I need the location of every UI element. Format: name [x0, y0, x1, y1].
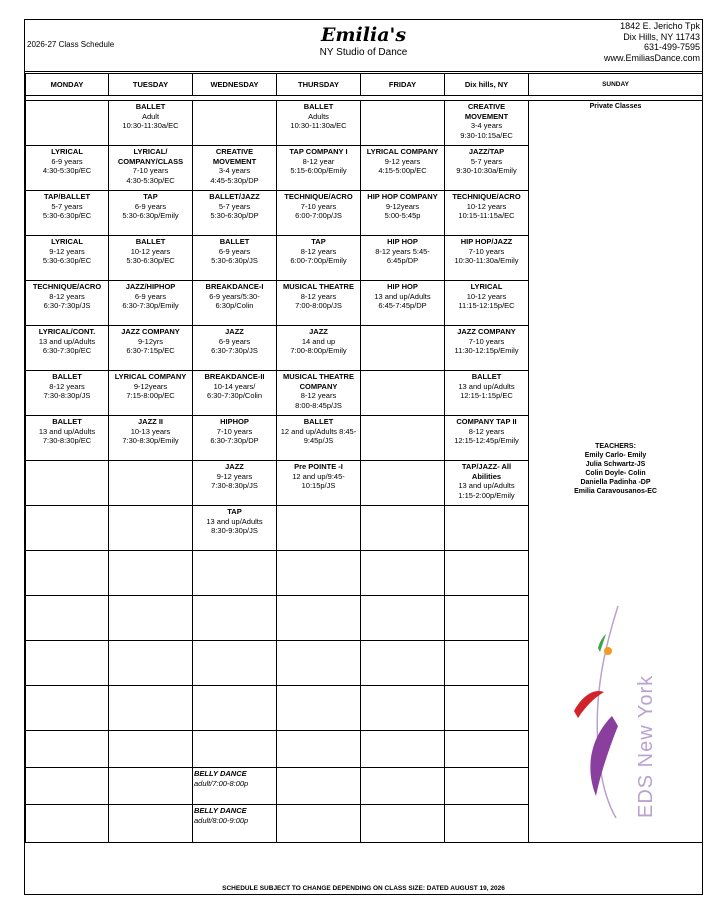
class-title: JAZZ COMPANY [121, 327, 180, 336]
day-header: MONDAY [26, 74, 109, 96]
empty-cell [445, 731, 529, 768]
class-detail: 6:30-7:30p/DP [210, 436, 259, 445]
empty-cell [277, 506, 361, 551]
class-cell [361, 236, 445, 281]
class-cell [277, 101, 361, 146]
class-cell [193, 371, 277, 416]
empty-cell [193, 731, 277, 768]
class-detail: 9:30-10:15a/EC [460, 130, 513, 140]
empty-cell [109, 596, 193, 641]
class-title: MUSICAL THEATRE [283, 372, 354, 381]
class-title: TAP/BALLET [43, 192, 91, 201]
class-detail: 10-13 years [130, 426, 171, 436]
day-header: WEDNESDAY [193, 74, 277, 96]
class-detail: 6-9 years [134, 291, 167, 301]
class-detail: 5:15-6:00p/Emily [290, 166, 347, 175]
class-cell [277, 236, 361, 281]
class-title: HIP HOP COMPANY [367, 192, 438, 201]
empty-cell [109, 641, 193, 686]
class-detail: 12:15-1:15p/EC [460, 391, 513, 400]
class-cell [26, 326, 109, 371]
class-detail: 3-4 years [218, 166, 251, 175]
class-detail: 4:30-5:30p/EC [126, 175, 175, 185]
class-detail: 11:15-12:15p/EC [458, 301, 515, 310]
empty-cell [361, 805, 445, 843]
empty-cell [445, 596, 529, 641]
class-detail: 7:30-8:30p/JS [43, 391, 91, 400]
class-detail: 5:30-6:30p/Emily [122, 211, 179, 220]
empty-cell [277, 596, 361, 641]
class-detail: 13 and up/Adults [38, 426, 96, 436]
schedule-table [25, 73, 703, 843]
class-title: JAZZ [225, 462, 244, 471]
class-cell [445, 146, 529, 191]
class-title: TAP/JAZZ- All [461, 462, 512, 471]
sunday-column [529, 101, 703, 843]
logo-dancer-red [574, 691, 604, 718]
class-cell [193, 506, 277, 551]
class-cell [109, 416, 193, 461]
empty-cell [277, 641, 361, 686]
class-detail: 5:30-6:30p/EC [126, 256, 175, 265]
class-detail: 5-7 years [51, 201, 83, 211]
day-header: THURSDAY [277, 74, 361, 96]
class-detail: 8-12 years [49, 291, 85, 301]
empty-cell [109, 686, 193, 731]
empty-cell [361, 686, 445, 731]
class-detail: 6:45-7:45p/DP [378, 301, 427, 310]
empty-cell [26, 731, 109, 768]
class-detail: 5:30-6:30p/EC [42, 211, 92, 220]
class-title: HIP HOP [387, 237, 418, 246]
class-title: LYRICAL [470, 282, 503, 291]
class-detail: 13 and up/Adults [38, 336, 96, 346]
class-cell [193, 236, 277, 281]
class-title: MOVEMENT [212, 156, 257, 166]
class-detail: 7-10 years [216, 426, 253, 436]
empty-cell [193, 551, 277, 596]
class-title: BALLET [471, 372, 502, 381]
teacher-name: Colin Doyle- Colin [585, 470, 646, 477]
class-detail: 3-4 years [470, 121, 503, 130]
class-detail: 11:30-12:15p/Emily [454, 346, 519, 355]
empty-cell [361, 506, 445, 551]
class-detail: 4:30-5:30p/EC [42, 166, 92, 175]
empty-cell [361, 416, 445, 461]
class-detail: 10-12 years [130, 246, 171, 256]
class-title: TAP [311, 237, 326, 246]
class-title: CREATIVE [467, 102, 506, 111]
empty-cell [193, 641, 277, 686]
class-title: HIP HOP/JAZZ [460, 237, 513, 246]
class-detail: 12 and up/9:45- [292, 471, 345, 481]
class-detail: 6:30-7:30p/EC [42, 346, 92, 355]
empty-cell [361, 596, 445, 641]
class-cell [445, 461, 529, 506]
class-detail: 8-12 years [49, 381, 85, 391]
class-detail: 7-10 years [132, 166, 169, 175]
class-detail: 4:15-5:00p/EC [378, 166, 427, 175]
class-title: COMPANY/CLASS [117, 156, 184, 166]
class-title: MUSICAL THEATRE [283, 282, 354, 291]
class-cell [445, 236, 529, 281]
class-title: JAZZ/TAP [468, 147, 505, 156]
empty-cell [109, 506, 193, 551]
empty-cell [361, 551, 445, 596]
class-detail: 7:30-8:30p/Emily [122, 436, 179, 445]
header [24, 19, 703, 71]
class-detail: 9-12 years [384, 156, 421, 166]
class-detail: 7:15-8:00p/EC [126, 391, 175, 400]
class-cell [26, 191, 109, 236]
logo-dancer-head [604, 647, 612, 655]
class-cell [26, 146, 109, 191]
class-title: BALLET/JAZZ [209, 192, 260, 201]
class-title: BALLET [135, 237, 166, 246]
address-line-1: 1842 E. Jericho Tpk [620, 21, 700, 31]
class-detail: 10-12 years [466, 201, 507, 211]
class-title: BALLET [52, 417, 82, 426]
schedule-label: 2026-27 Class Schedule [27, 40, 115, 49]
class-detail: 10:15-11:15a/EC [458, 211, 515, 220]
class-detail: 6:00-7:00p/Emily [290, 256, 347, 265]
class-cell [277, 371, 361, 416]
empty-cell [361, 461, 445, 506]
class-title: HIP HOP [387, 282, 418, 291]
class-detail: 8-12 year [302, 156, 335, 166]
class-title: BALLET [52, 372, 82, 381]
class-cell [109, 191, 193, 236]
class-detail: 7-10 years [468, 336, 505, 346]
class-detail: 9-12years [385, 201, 420, 211]
schedule-row [26, 101, 703, 146]
empty-cell [109, 461, 193, 506]
class-title: COMPANY TAP II [456, 417, 517, 426]
class-detail: 9-12yrs [137, 336, 163, 346]
class-cell [193, 326, 277, 371]
class-detail: 5:30-6:30p/JS [211, 256, 258, 265]
class-cell [277, 146, 361, 191]
empty-cell [445, 686, 529, 731]
class-title: TECHNIQUE/ACRO [32, 282, 102, 291]
class-detail: 5:30-6:30p/EC [42, 256, 92, 265]
empty-cell [26, 551, 109, 596]
class-title: BREAKDANCE-II [204, 372, 265, 381]
class-title: TECHNIQUE/ACRO [452, 192, 521, 201]
class-detail: 5-7 years [470, 156, 503, 166]
class-detail: 7:00-8:00p/Emily [290, 346, 347, 355]
class-detail: 8-12 years [300, 391, 337, 400]
empty-cell [26, 768, 109, 805]
teacher-name: Daniella Padinha -DP [580, 479, 651, 486]
logo-dancer-purple [590, 716, 618, 796]
day-header: TUESDAY [109, 74, 193, 96]
class-detail: 8-12 years [468, 426, 505, 436]
class-title: COMPANY [299, 381, 338, 391]
class-title: BALLET [135, 102, 166, 111]
class-title: LYRICAL/ [133, 147, 168, 156]
class-cell [193, 281, 277, 326]
class-cell [109, 101, 193, 146]
class-detail: 7:30-8:30p/JS [211, 481, 258, 490]
class-cell [26, 371, 109, 416]
empty-cell [361, 641, 445, 686]
class-detail: 6:30-7:30p/Colin [206, 391, 263, 400]
class-cell [277, 326, 361, 371]
studio-brand [24, 24, 703, 58]
class-detail: 6-9 years/5:30- [209, 291, 260, 301]
empty-cell [361, 371, 445, 416]
empty-cell [361, 326, 445, 371]
class-title: BREAKDANCE-I [205, 282, 264, 291]
class-detail: 6:30-7:30p/JS [211, 346, 258, 355]
class-title: JAZZ/HIPHOP [125, 282, 176, 291]
class-detail: adult/8:00-9:00p [194, 815, 249, 825]
class-title: BALLET [303, 417, 334, 426]
class-cell [193, 146, 277, 191]
empty-cell [193, 101, 277, 146]
class-title: LYRICAL [51, 237, 83, 246]
class-cell [109, 236, 193, 281]
website-link[interactable]: www.EmiliasDance.com [603, 52, 700, 63]
empty-cell [26, 461, 109, 506]
class-detail: Adult [141, 111, 160, 121]
class-detail: 9:30-10:30a/Emily [456, 166, 517, 175]
empty-cell [109, 805, 193, 843]
class-detail: 7:00-8:00p/JS [295, 301, 342, 310]
class-detail: Adults [308, 111, 329, 121]
empty-cell [26, 101, 109, 146]
empty-cell [361, 731, 445, 768]
class-detail: 9-12years [133, 381, 168, 391]
class-cell [445, 281, 529, 326]
empty-cell [277, 731, 361, 768]
class-title: BALLET [303, 102, 334, 111]
class-detail: 10-12 years [466, 291, 507, 301]
day-header: FRIDAY [361, 74, 445, 96]
empty-cell [26, 641, 109, 686]
class-cell [109, 146, 193, 191]
class-title: BALLET [219, 237, 250, 246]
class-detail: 12 and up/Adults 8:45- [280, 426, 357, 436]
class-detail: 6-9 years [218, 336, 251, 346]
class-cell [361, 191, 445, 236]
class-detail: 9:45p/JS [303, 436, 334, 445]
class-title: TAP [227, 507, 242, 516]
class-detail: 10:30-11:30a/Emily [454, 256, 519, 265]
day-header-row [26, 74, 703, 96]
empty-cell [445, 768, 529, 805]
empty-cell [26, 506, 109, 551]
class-cell [193, 805, 277, 843]
class-cell [26, 236, 109, 281]
class-title: CREATIVE [215, 147, 254, 156]
schedule-footer-note: SCHEDULE SUBJECT TO CHANGE DEPENDING ON CLASS SIZE: DATED AUGUST 19, 2026 [222, 885, 505, 892]
class-cell [277, 191, 361, 236]
class-cell [193, 416, 277, 461]
class-detail: 5:30-6:30p/DP [210, 211, 259, 220]
empty-cell [445, 641, 529, 686]
class-detail: 13 and up/Adults [458, 381, 515, 391]
empty-cell [109, 768, 193, 805]
empty-cell [277, 551, 361, 596]
class-cell [361, 146, 445, 191]
teachers-title: TEACHERS: [595, 443, 636, 450]
class-cell [277, 461, 361, 506]
empty-cell [277, 686, 361, 731]
class-cell [26, 416, 109, 461]
class-detail: 7:30-8:30p/EC [42, 436, 92, 445]
class-title: TAP [143, 192, 158, 201]
logo-swirl [597, 606, 618, 818]
class-cell [193, 191, 277, 236]
class-title: Pre POINTE -I [294, 462, 343, 471]
class-title: TAP COMPANY I [289, 147, 348, 156]
empty-cell [193, 686, 277, 731]
class-detail: 8:30-9:30p/JS [211, 526, 258, 535]
class-detail: 10-14 years/ [213, 381, 256, 391]
class-detail: 6-9 years [51, 156, 83, 166]
eds-logo [572, 596, 662, 826]
phone-number: 631-499-7595 [643, 42, 700, 52]
teachers-list [529, 442, 702, 496]
teacher-name: Emily Carlo- Emily [584, 452, 647, 459]
class-detail: 6:00-7:00p/JS [295, 211, 342, 220]
class-title: JAZZ [309, 327, 328, 336]
class-detail: 6:45p/DP [386, 256, 419, 265]
class-title: LYRICAL COMPANY [114, 372, 187, 381]
studio-subtitle: NY Studio of Dance [319, 47, 408, 58]
class-detail: 10:30-11:30a/EC [122, 121, 179, 130]
class-detail: 8-12 years [300, 291, 337, 301]
class-title: LYRICAL COMPANY [366, 147, 439, 156]
class-detail: 6-9 years [218, 246, 251, 256]
class-detail: 9-12 years [49, 246, 85, 256]
empty-cell [361, 768, 445, 805]
empty-cell [277, 805, 361, 843]
class-detail: 1:15-2:00p/Emily [458, 490, 515, 500]
class-cell [445, 416, 529, 461]
class-cell [109, 371, 193, 416]
class-title: Abilities [471, 471, 502, 481]
studio-contact [604, 21, 700, 63]
class-cell [445, 101, 529, 146]
class-detail: 14 and up [301, 336, 336, 346]
class-title: LYRICAL [51, 147, 83, 156]
day-header: Dix hills, NY [445, 74, 529, 96]
class-title: JAZZ COMPANY [457, 327, 516, 336]
class-detail: 13 and up/Adults [374, 291, 431, 301]
class-cell [109, 281, 193, 326]
teacher-name: Emilia Caravousanos-EC [574, 488, 657, 495]
empty-cell [277, 768, 361, 805]
empty-cell [445, 805, 529, 843]
studio-name: Emilia's [320, 24, 407, 46]
empty-cell [109, 731, 193, 768]
class-detail: 12:15-12:45p/Emily [454, 436, 519, 445]
class-detail: 5:00-5:45p [384, 211, 421, 220]
class-detail: 10:15p/JS [301, 481, 336, 490]
teacher-name: Julia Schwartz-JS [585, 461, 646, 468]
empty-cell [26, 596, 109, 641]
class-detail: 7-10 years [468, 246, 505, 256]
empty-cell [109, 551, 193, 596]
empty-cell [361, 101, 445, 146]
class-cell [445, 371, 529, 416]
class-detail: 5-7 years [218, 201, 251, 211]
empty-cell [445, 506, 529, 551]
class-detail: 8-12 years [300, 246, 337, 256]
private-classes-label: Private Classes [589, 103, 642, 110]
class-detail: 10:30-11:30a/EC [290, 121, 347, 130]
class-detail: 6:30-7:15p/EC [126, 346, 175, 355]
class-title: LYRICAL/CONT. [38, 327, 96, 336]
class-detail: 13 and up/Adults [458, 481, 515, 490]
class-cell [361, 281, 445, 326]
class-cell [445, 326, 529, 371]
class-cell [26, 281, 109, 326]
class-detail: 13 and up/Adults [206, 516, 263, 526]
class-title: JAZZ [225, 327, 244, 336]
class-detail: 6:30p/Colin [215, 301, 254, 310]
header-divider [24, 71, 703, 72]
class-cell [193, 461, 277, 506]
logo-text: EDS New York [635, 674, 657, 818]
class-detail: 4:45-5:30p/DP [210, 175, 259, 185]
class-detail: 7-10 years [300, 201, 337, 211]
class-cell [193, 768, 277, 805]
empty-cell [26, 805, 109, 843]
class-cell [277, 281, 361, 326]
class-detail: 6-9 years [134, 201, 167, 211]
class-detail: 9-12 years [216, 471, 253, 481]
address-line-2: Dix Hills, NY 11743 [623, 31, 700, 42]
class-cell [277, 416, 361, 461]
class-cell [109, 326, 193, 371]
class-title: BELLY DANCE [194, 769, 247, 778]
class-title: MOVEMENT [464, 111, 509, 121]
schedule-body [26, 101, 703, 843]
class-detail: 6:30-7:30p/JS [43, 301, 91, 310]
empty-cell [193, 596, 277, 641]
class-cell [445, 191, 529, 236]
class-detail: 8-12 years 5:45- [375, 246, 430, 256]
class-detail: 8:00-8:45p/JS [295, 400, 342, 410]
class-title: JAZZ II [137, 417, 163, 426]
class-title: BELLY DANCE [194, 806, 247, 815]
class-title: HIPHOP [220, 417, 249, 426]
day-header: SUNDAY [529, 74, 703, 96]
empty-cell [445, 551, 529, 596]
empty-cell [26, 686, 109, 731]
class-title: TECHNIQUE/ACRO [284, 192, 353, 201]
class-detail: adult/7:00-8:00p [194, 778, 249, 788]
class-detail: 6:30-7:30p/Emily [122, 301, 179, 310]
